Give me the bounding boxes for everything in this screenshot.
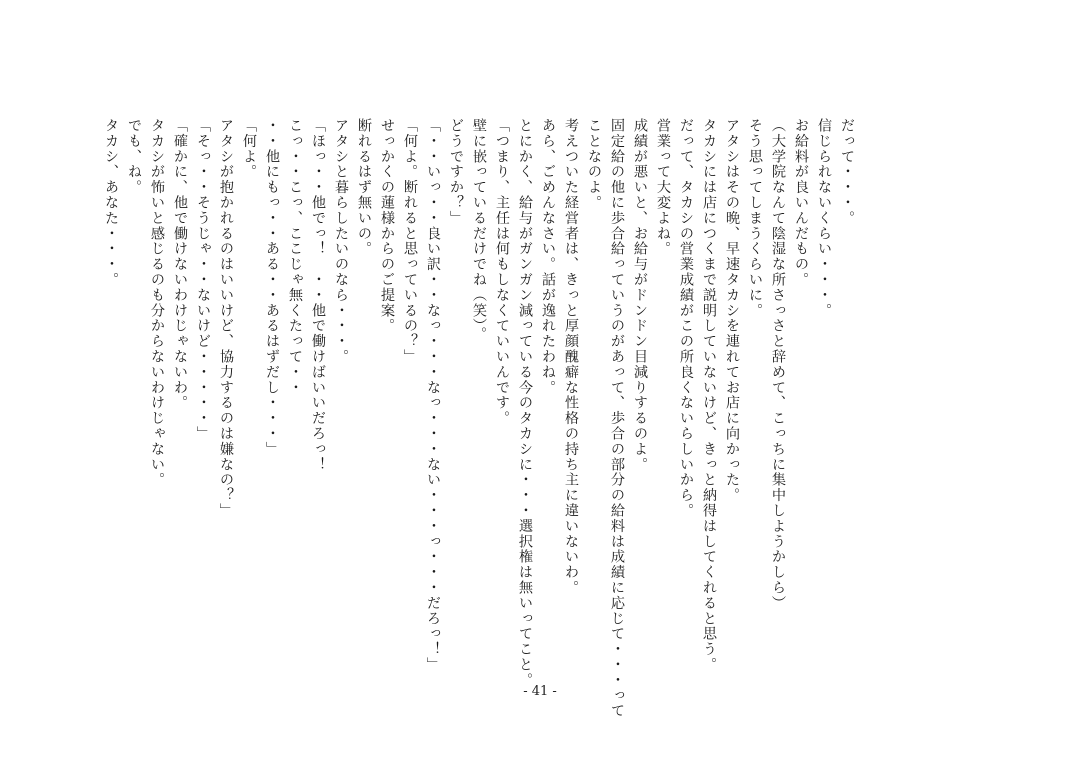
- text-line: 「つまり、主任は何もしなくていいんです。: [494, 118, 510, 426]
- text-line: あら、ごめんなさい。話が逸れたわね。: [540, 118, 556, 396]
- text-line: アタシが抱かれるのはいいけど、協力するのは嫌なの？」: [218, 118, 234, 519]
- text-line: 断れるはず無いの。: [356, 118, 372, 257]
- text-line: せっかくの蓮様からのご提案。: [379, 118, 395, 334]
- page-number: - 41 -: [523, 684, 557, 699]
- text-line: 営業って大変よね。: [655, 118, 671, 257]
- text-line: どうですか？」: [448, 118, 464, 226]
- text-line: 信じられないくらい・・・。: [816, 118, 832, 319]
- text-line: お給料が良いんだもの。: [793, 118, 809, 288]
- text-line: 壁に嵌っているだけでね（笑）。: [471, 118, 487, 342]
- text-line: ・・他にもっ・・ある・・あるはずだし・・・」: [264, 118, 280, 457]
- text-line: 「確かに、他で働けないわけじゃないわ。: [172, 118, 188, 411]
- text-line: とにかく、給与がガンガン減っている今のタカシに・・・選択権は無いってこと。: [517, 118, 533, 688]
- text-line: そう思ってしまうくらいに。: [747, 118, 763, 319]
- text-line: 「何よ。: [241, 118, 257, 180]
- text-line: 「・・いっ・・良い訳・・なっ・・・なっ・・・ない・・・っ・・・だろっ！」: [425, 118, 441, 673]
- text-line: 固定給の他に歩合給っていうのがあって、歩合の部分の給料は成績に応じて・・・って: [609, 118, 625, 719]
- text-line: だって・・・。: [839, 118, 855, 226]
- text-line: 考えついた経営者は、きっと厚顔醜癖な性格の持ち主に違いないわ。: [563, 118, 579, 596]
- text-line: 「ほっ・・他でっ！ ・・他で働けばいいだろっ！: [310, 118, 326, 473]
- text-line: アタシはその晩、早速タカシを連れてお店に向かった。: [724, 118, 740, 503]
- text-line: 「何よ。断れると思っているの？」: [402, 118, 418, 365]
- text-line: （大学院なんて陰湿な所さっさと辞めて、こっちに集中しようかしら）: [770, 118, 786, 611]
- text-line: タカシには店につくまで説明していないけど、きっと納得はしてくれると思う。: [701, 118, 717, 673]
- text-line: だって、タカシの営業成績がこの所良くないらしいから。: [678, 118, 694, 519]
- text-line: タカシが怖いと感じるのも分からないわけじゃない。: [149, 118, 165, 488]
- text-line: タカシ、あなた・・・。: [103, 118, 119, 288]
- text-line: こっ・・こっ、ここじゃ無くたって・・: [287, 118, 303, 396]
- text-line: 成績が悪いと、お給与がドンドン目減りするのよ。: [632, 118, 648, 473]
- text-line: 「そっ・・そうじゃ・・ないけど・・・・・」: [195, 118, 211, 442]
- text-line: アタシと暮らしたいのなら・・・。: [333, 118, 349, 365]
- text-line: でも、ね。: [126, 118, 142, 195]
- text-line: ことなのよ。: [586, 118, 602, 211]
